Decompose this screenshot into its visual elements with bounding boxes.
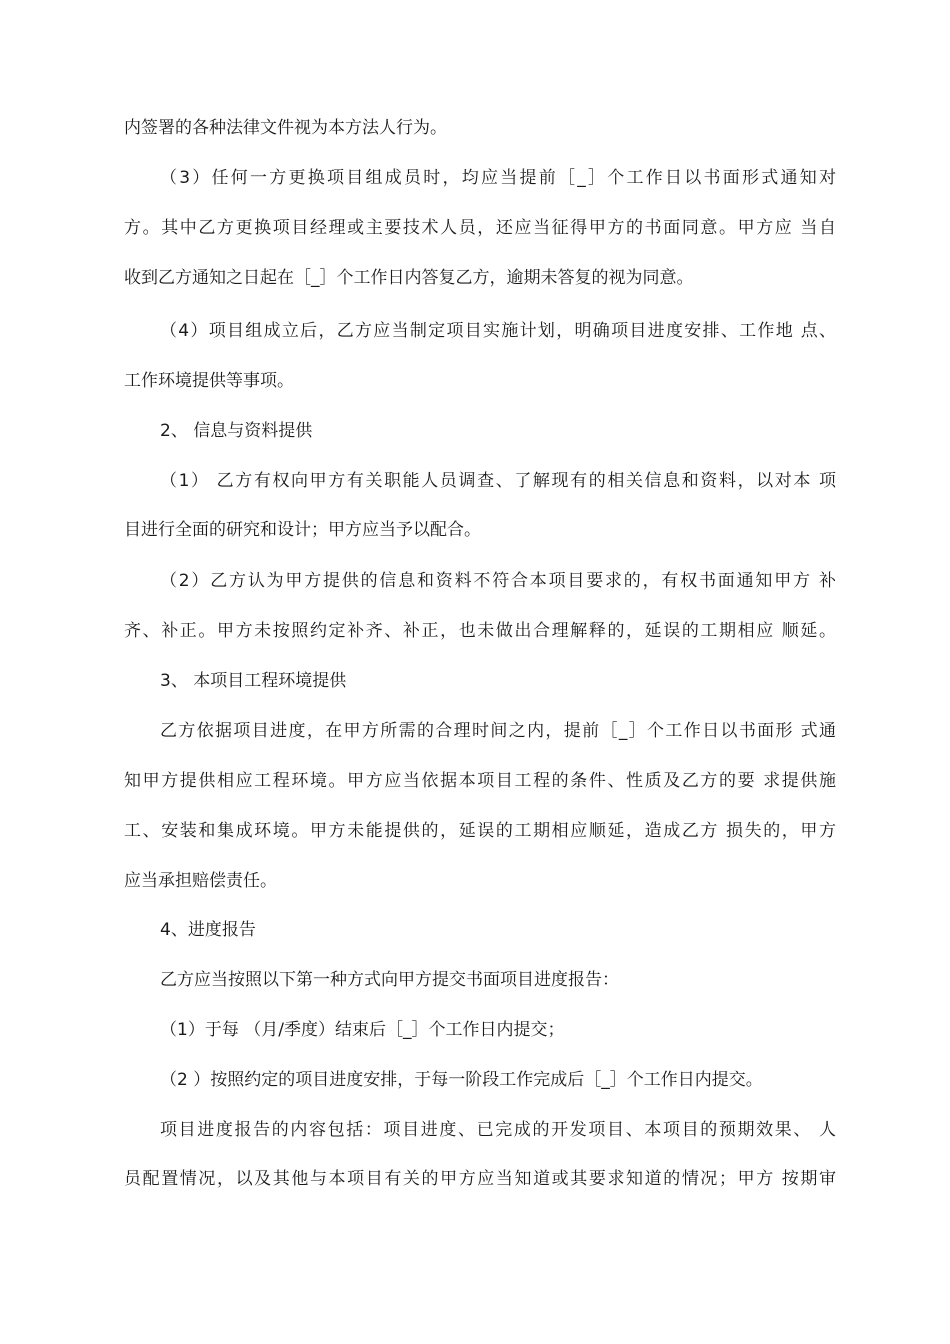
text-line: 内签署的各种法律文件视为本方法人行为。 [124,118,447,138]
text-line: （2 ）按照约定的项目进度安排，于每一阶段工作完成后［_］个工作日内提交。 [160,1070,763,1090]
text-line: （1） 乙方有权向甲方有关职能人员调查、了解现有的相关信息和资料，以对本 项 [160,471,836,491]
text-line: 应当承担赔偿责任。 [124,871,277,891]
text-line: 员配置情况，以及其他与本项目有关的甲方应当知道或其要求知道的情况；甲方 按期审 [124,1169,836,1189]
text-line: 乙方依据项目进度，在甲方所需的合理时间之内，提前［_］个工作日以书面形 式通 [160,721,836,741]
section-heading: 4、进度报告 [160,920,256,940]
text-line: 工、安装和集成环境。甲方未能提供的，延误的工期相应顺延，造成乙方 损失的，甲方 [124,821,836,841]
text-line: （4）项目组成立后，乙方应当制定项目实施计划，明确项目进度安排、工作地 点、 [160,321,836,341]
text-line: 方。其中乙方更换项目经理或主要技术人员，还应当征得甲方的书面同意。甲方应 当自 [124,218,836,238]
text-line: 目进行全面的研究和设计；甲方应当予以配合。 [124,520,481,540]
text-line: 齐、补正。甲方未按照约定补齐、补正，也未做出合理解释的，延误的工期相应 顺延。 [124,621,836,641]
text-line: 工作环境提供等事项。 [124,371,294,391]
section-heading: 3、 本项目工程环境提供 [160,671,347,691]
text-line: （1）于每 （月/季度）结束后［_］个工作日内提交； [160,1020,565,1040]
text-line: 项目进度报告的内容包括：项目进度、已完成的开发项目、本项目的预期效果、 人 [160,1120,836,1140]
text-line: 乙方应当按照以下第一种方式向甲方提交书面项目进度报告： [160,970,619,990]
text-line: （3）任何一方更换项目组成员时，均应当提前［_］个工作日以书面形式通知对 [160,168,836,188]
text-line: （2）乙方认为甲方提供的信息和资料不符合本项目要求的，有权书面通知甲方 补 [160,571,836,591]
text-line: 知甲方提供相应工程环境。甲方应当依据本项目工程的条件、性质及乙方的要 求提供施 [124,771,836,791]
section-heading: 2、 信息与资料提供 [160,421,313,441]
text-line: 收到乙方通知之日起在［_］个工作日内答复乙方，逾期未答复的视为同意。 [124,268,694,288]
